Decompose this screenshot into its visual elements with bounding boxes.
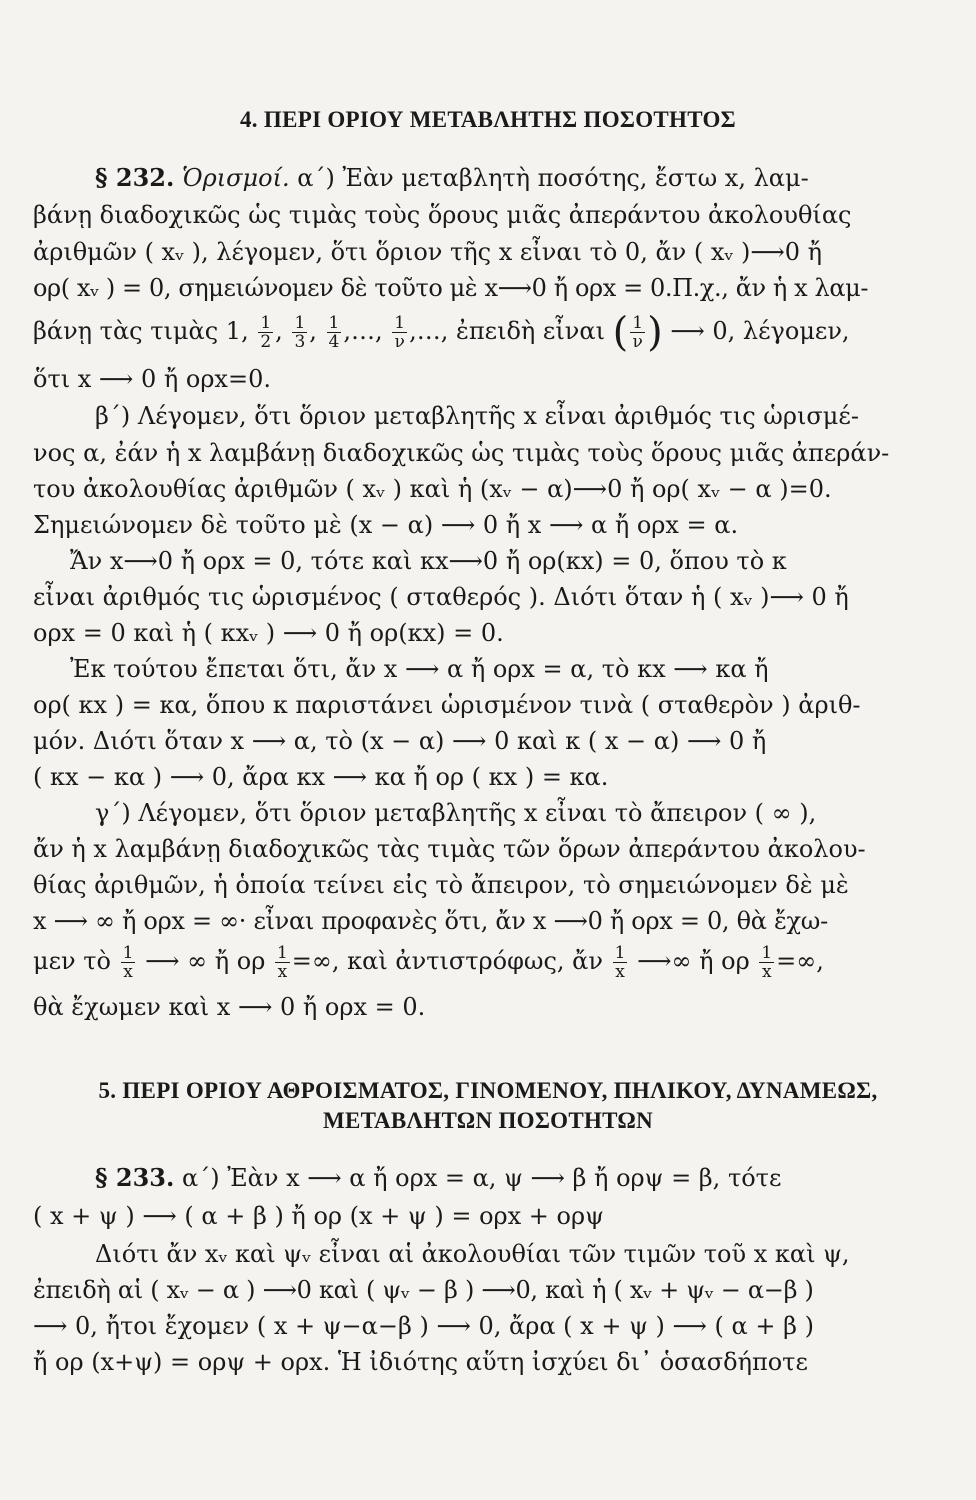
paragraph-gamma-line-1: γ΄) Λέγομεν, ὅτι ὅριον μεταβλητῆς x εἶναι τὸ ἄπειρον ( ∞ ), [95,799,817,827]
paragraph-232-line-2: βάνῃ διαδοχικῶς ὡς τιμὰς τοὺς ὅρους μιᾶς ἀπεράντου ἀκολουθίας [33,201,852,229]
paragraph-gamma-line-2: ἄν ἡ x λαμβάνῃ διαδοχικῶς τὰς τιμὰς τῶν ὅρων ἀπεράντου ἀκολου- [33,835,866,863]
text-run: =∞, [776,947,824,975]
paragraph-beta-line-10: μόν. Διότι ὅταν x ⟶ α, τὸ (x − α) ⟶ 0 καὶ κ ( x − α) ⟶ 0 ἤ [33,727,767,755]
paragraph-beta-line-7: ορx = 0 καὶ ἡ ( κxᵥ ) ⟶ 0 ἤ ορ(κx) = 0. [33,619,504,647]
paragraph-233-line-6: ἤ ορ (x+ψ) = ορψ + ορx. Ἡ ἰδιότης αὕτη ἰσχύει δι᾽ ὁσασδήποτε [33,1348,808,1376]
paragraph-gamma-line-6: θὰ ἔχωμεν καὶ x ⟶ 0 ἤ ορx = 0. [33,993,426,1021]
paragraph-232-line-1 [95,163,809,193]
fraction-one-over-x: $\frac{1}{x}$ [122,943,134,982]
fraction-one-over-x: $\frac{1}{x}$ [761,943,773,982]
paragraph-232-line-4: ορ( xᵥ ) = 0, σημειώνομεν δὲ τοῦτο μὲ x⟶0 ἤ ορx = 0.Π.χ., ἄν ἡ x λαμ- [33,274,869,302]
section-heading-5-line-2: ΜΕΤΑΒΛΗΤΩΝ ΠΟΣΟΤΗΤΩΝ [322,1108,654,1133]
paragraph-232-line-3: ἀριθμῶν ( xᵥ ), λέγομεν, ὅτι ὅριον τῆς x εἶναι τὸ 0, ἄν ( xᵥ )⟶0 ἤ [33,238,823,266]
section-number-232: § 232. [95,163,175,192]
paragraph-232-line-5: βάνῃ τὰς τιμὰς 1, $\frac{1}{2}$ , $\frac{1}{3}$ , $\frac{1}{4}$ ,…, $\frac{1}{\nu}$ ,…, ἐπειδὴ εἶναι ( $\frac{1}{\nu}$ ) ⟶ 0, λέγομεν, [33,309,850,356]
fraction-one-over-nu-paren: $\frac{1}{\nu}$ [632,313,644,352]
paragraph-233-line-3: Διότι ἄν xᵥ καὶ ψᵥ εἶναι αἱ ἀκολουθίαι τῶν τιμῶν τοῦ x καὶ ψ, [95,1240,850,1268]
paragraph-233-line-2: ( x + ψ ) ⟶ ( α + β ) ἤ ορ (x + ψ ) = ορx + ορψ [33,1202,604,1230]
paragraph-233-line-4: ἐπειδὴ αἱ ( xᵥ − α ) ⟶0 καὶ ( ψᵥ − β ) ⟶0, καὶ ἡ ( xᵥ + ψᵥ − α−β ) [33,1276,814,1304]
paragraph-beta-line-2: νος α, ἐάν ἡ x λαμβάνῃ διαδοχικῶς ὡς τιμὰς τοὺς ὅρους μιᾶς ἀπεράν- [33,439,890,467]
paragraph-233-line-1 [95,1163,781,1193]
fraction-one-third: $\frac{1}{3}$ [294,313,306,352]
paragraph-gamma-line-4: x ⟶ ∞ ἤ ορx = ∞· εἶναι προφανὲς ὅτι, ἄν x ⟶0 ἤ ορx = 0, θὰ ἔχω- [33,907,828,935]
paragraph-beta-line-4: Σημειώνομεν δὲ τοῦτο μὲ (x − α) ⟶ 0 ἤ x ⟶ α ἤ ορx = α. [33,511,739,539]
text-run: ⟶ ∞ ἤ ορ [145,947,266,975]
text-run: ⟶ 0, λέγομεν, [670,317,850,345]
text-run: βάνῃ τὰς τιμὰς 1, [33,317,249,345]
definitions-title: Ὁρισμοί. [182,164,290,192]
fraction-one-over-x: $\frac{1}{x}$ [614,943,626,982]
text-run: α΄) Ἐὰν μεταβλητὴ ποσότης, ἔστω x, λαμ- [297,164,809,192]
section-number-233: § 233. [95,1163,175,1192]
paragraph-gamma-line-5 [33,944,824,981]
section-heading-4: 4. ΠΕΡΙ ΟΡΙΟΥ ΜΕΤΑΒΛΗΤΗΣ ΠΟΣΟΤΗΤΟΣ [239,107,737,132]
paragraph-beta-line-9: ορ( κx ) = κα, ὅπου κ παριστάνει ὡρισμένον τινὰ ( σταθερὸν ) ἀριθ- [33,691,861,719]
paragraph-gamma-line-3: θίας ἀριθμῶν, ἡ ὁποία τείνει εἰς τὸ ἄπειρον, τὸ σημειώνομεν δὲ μὲ [33,871,849,899]
paragraph-233-line-5: ⟶ 0, ἤτοι ἔχομεν ( x + ψ−α−β ) ⟶ 0, ἄρα ( x + ψ ) ⟶ ( α + β ) [33,1312,814,1340]
paragraph-beta-line-11: ( κx − κα ) ⟶ 0, ἄρα κx ⟶ κα ἤ ορ ( κx ) = κα. [33,763,609,791]
paragraph-beta-line-1: β΄) Λέγομεν, ὅτι ὅριον μεταβλητῆς x εἶναι ἀριθμός τις ὡρισμέ- [95,402,859,430]
fraction-one-fourth: $\frac{1}{4}$ [328,313,340,352]
text-run: ,…, [343,317,383,345]
text-run: α΄) Ἐὰν x ⟶ α ἤ ορx = α, ψ ⟶ β ἤ ορψ = β, τότε [182,1164,782,1192]
text-run: =∞, καὶ ἀντιστρόφως, ἄν [291,947,603,975]
fraction-one-over-nu: $\frac{1}{\nu}$ [394,313,406,352]
paragraph-beta-line-5: Ἄν x⟶0 ἤ ορx = 0, τότε καὶ κx⟶0 ἤ ορ(κx) = 0, ὅπου τὸ κ [70,547,787,575]
paragraph-232-line-6: ὅτι x ⟶ 0 ἤ ορx=0. [33,365,271,393]
section-heading-5-line-1: 5. ΠΕΡΙ ΟΡΙΟΥ ΑΘΡΟΙΣΜΑΤΟΣ, ΓΙΝΟΜΕΝΟΥ, ΠΗΛΙΚΟΥ, ΔΥΝΑΜΕΩΣ, [98,1078,878,1103]
fraction-one-half: $\frac{1}{2}$ [260,313,272,352]
text-run: ,…, ἐπειδὴ εἶναι [409,317,605,345]
paragraph-beta-line-6: εἶναι ἀριθμός τις ὡρισμένος ( σταθερός ). Διότι ὅταν ἡ ( xᵥ )⟶ 0 ἤ [33,583,849,611]
paragraph-beta-line-3: του ἀκολουθίας ἀριθμῶν ( xᵥ ) καὶ ἡ (xᵥ − α)⟶0 ἤ ορ( xᵥ − α )=0. [33,475,832,503]
text-run: ⟶∞ ἤ ορ [637,947,750,975]
text-run: μεν τὸ [33,947,111,975]
paragraph-beta-line-8: Ἐκ τούτου ἔπεται ὅτι, ἄν x ⟶ α ἤ ορx = α, τὸ κx ⟶ κα ἤ [70,655,769,683]
fraction-one-over-x: $\frac{1}{x}$ [276,943,288,982]
